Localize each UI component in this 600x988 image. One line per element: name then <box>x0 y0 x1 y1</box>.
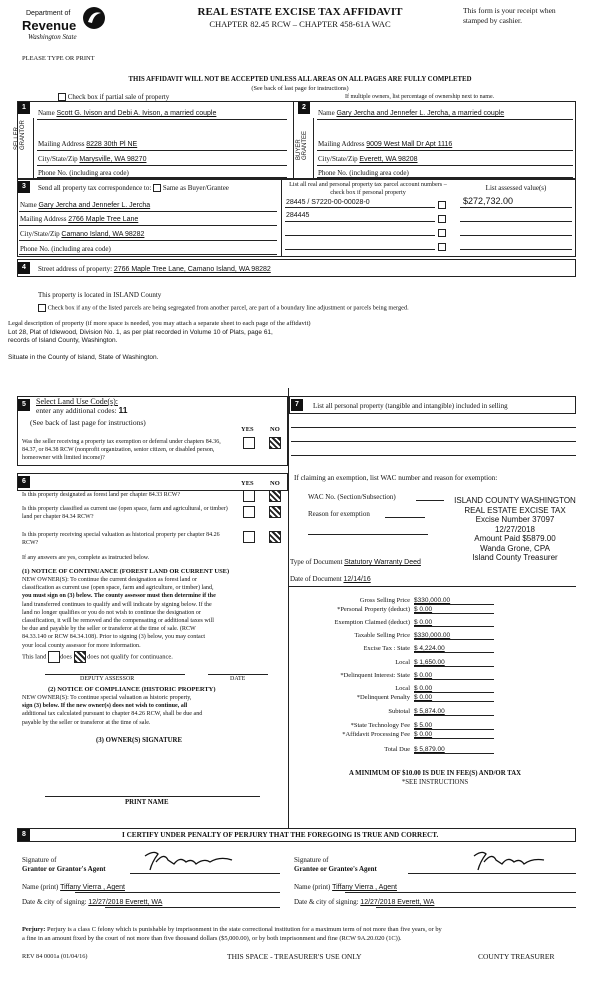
notice1-title: (1) NOTICE OF CONTINUANCE (FOREST LAND OR CURRENT USE) <box>22 568 230 575</box>
corr-mailing[interactable]: 2766 Maple Tree Lane <box>68 216 139 223</box>
seller-side-label: SELLER GRANTOR <box>14 120 26 150</box>
send-correspondence-row: Send all property tax correspondence to: Same as Buyer/Grantee <box>38 184 229 192</box>
land-use-code[interactable]: 11 <box>118 405 128 415</box>
notice2-body: NEW OWNER(S): To continue special valuation as historic property, sign (3) below. If the new owner(s) does not wish to continue, all additional tax calculated pursuant to chapter 84.26 RCW, shall be due and payable by the seller or transferor at the time of sale. <box>22 695 203 726</box>
assessed-header: List assessed value(s) <box>485 184 547 192</box>
deputy-assessor-label: DEPUTY ASSESSOR <box>80 676 135 682</box>
dept-line2: Revenue <box>22 18 77 33</box>
exemption-claim-text: If claiming an exemption, list WAC number and reason for exemption: <box>294 474 498 482</box>
seller-city[interactable]: Marysville, WA 98270 <box>79 156 147 163</box>
section2-number: 2 <box>298 102 310 114</box>
excise-state-value[interactable]: $ 4,224.00 <box>414 645 494 653</box>
grantor-name-row: Name (print) Tiffany Vierra , Agent <box>22 883 125 891</box>
delinquent-state-value[interactable]: $ 0.00 <box>414 672 494 680</box>
instructions-note: (See back of last page for instructions) <box>251 85 349 92</box>
corr-name-row: Name Gary Jercha and Jennefer L. Jercha <box>20 201 151 209</box>
parcel-3-checkbox[interactable] <box>438 229 446 237</box>
parcel-1[interactable]: 28445 / S7220-00-00028-0 <box>286 199 370 206</box>
historic-yes-checkbox[interactable] <box>243 531 255 543</box>
current-use-yes-checkbox[interactable] <box>243 506 255 518</box>
total-due-label: Total Due <box>384 746 410 753</box>
grantor-sig-label: Signature of Grantor or Grantor's Agent <box>22 856 106 873</box>
excise-local-label: Local <box>395 659 410 666</box>
tech-fee-label: *State Technology Fee <box>350 722 410 729</box>
seller-name[interactable]: Scott G. Ivison and Debi A. Ivison, a married couple <box>56 110 217 117</box>
dor-swoosh-icon <box>82 6 106 30</box>
print-name-label: PRINT NAME <box>125 799 169 806</box>
subtotal-label: Subtotal <box>388 708 410 715</box>
corr-mailing-row: Mailing Address 2766 Maple Tree Lane <box>20 215 139 223</box>
document-date-row: Date of Document 12/14/16 <box>290 575 371 583</box>
form-subtitle: CHAPTER 82.45 RCW – CHAPTER 458-61A WAC <box>209 19 391 29</box>
delinquent-penalty-value[interactable]: $ 0.00 <box>414 694 494 702</box>
county-treasurer-label: COUNTY TREASURER <box>478 952 555 961</box>
grantor-signature[interactable] <box>140 848 240 872</box>
stamp-date: 12/27/2018 <box>494 524 536 534</box>
subtotal-value[interactable]: $ 5,874.00 <box>414 708 494 716</box>
section6-number: 6 <box>18 476 30 488</box>
qualify-row: This land does does not qualify for continuance. <box>22 651 173 663</box>
dept-line1: Department of <box>26 10 71 17</box>
parcel-2-checkbox[interactable] <box>438 215 446 223</box>
s6-no-label: NO <box>270 480 280 487</box>
gross-label: Gross Selling Price <box>359 597 410 604</box>
delinquent-local-value[interactable]: $ 0.00 <box>414 685 494 693</box>
owner-signature-label: (3) OWNER(S) SIGNATURE <box>96 737 182 744</box>
affidavit-fee-value[interactable]: $ 0.00 <box>414 731 494 739</box>
grantee-date-row: Date & city of signing: 12/27/2018 Everett, WA <box>294 898 435 906</box>
same-as-buyer-checkbox[interactable] <box>153 184 161 192</box>
seller-mailing[interactable]: 8228 30th Pl NE <box>86 141 138 148</box>
s5-no-label: NO <box>270 426 280 433</box>
notice1-body: NEW OWNER(S): To continue the current designation as forest land or classification as current use (open space, farm and agriculture, or timber) land, you must sign on (3) below. The county assessor must then determine if the land transferred continues to qualify and will indicate by signing below. If the land no longer qualifies or you do not wish to continue the designation or classification, it will be removed and the compensating or additional taxes will be due and payable by the seller or transferor at the time of sale. (RCW 84.33.140 or RCW 84.34.108). Prior to signing (3) below, you may contact your local county assessor for more information. <box>22 577 216 649</box>
segregated-row: Check box if any of the listed parcels are being segregated from another parcel, are part of a boundary line adjustment or parcels being merged. <box>38 304 409 312</box>
stamp-excise-number: Excise Number 37097 <box>475 515 555 524</box>
street-row: Street address of property: 2766 Maple Tree Lane, Camano Island, WA 98282 <box>38 265 271 273</box>
minimum-note: A MINIMUM OF $10.00 IS DUE IN FEE(S) AND/OR TAX <box>348 770 522 777</box>
corr-phone-label: Phone No. (including area code) <box>20 245 111 253</box>
additional-codes-row: enter any additional codes: 11 <box>36 405 128 415</box>
tech-fee-value[interactable]: $ 5.00 <box>414 722 494 730</box>
buyer-phone-label: Phone No. (including area code) <box>318 169 409 177</box>
multiple-owners-note: If multiple owners, list percentage of ownership next to name. <box>345 94 495 100</box>
assessed-1[interactable]: $272,732.00 <box>463 196 514 206</box>
section4-number: 4 <box>18 262 30 274</box>
parcels-header: List all real and personal property tax parcel account numbers – check box if personal property <box>289 181 447 196</box>
type-or-print: PLEASE TYPE OR PRINT <box>22 55 95 62</box>
taxable-selling-price[interactable]: $330,000.00 <box>414 632 494 640</box>
if-yes-note: If any answers are yes, complete as instructed below. <box>22 555 150 561</box>
stamp-treasurer: Island County Treasurer <box>472 553 558 562</box>
excise-local-value[interactable]: $ 1,650.00 <box>414 659 494 667</box>
buyer-mailing-row: Mailing Address 9009 West Mall Dr Apt 1116 <box>318 140 453 148</box>
warning-text: THIS AFFIDAVIT WILL NOT BE ACCEPTED UNLESS ALL AREAS ON ALL PAGES ARE FULLY COMPLETED <box>128 76 472 83</box>
delinquent-local-label: Local <box>395 685 410 692</box>
corr-city[interactable]: Camano Island, WA 98282 <box>61 231 145 238</box>
partial-sale-label: Check box if partial sale of property <box>67 93 170 101</box>
grantee-name-row: Name (print) Tiffany Vierra , Agent <box>294 883 397 891</box>
document-type-row: Type of Document Statutory Warranty Deed <box>290 558 421 566</box>
receipt-note: This form is your receipt when stamped by cashier. <box>463 6 556 25</box>
buyer-mailing[interactable]: 9009 West Mall Dr Apt 1116 <box>366 141 453 148</box>
grantor-name[interactable]: Tiffany Vierra , Agent <box>60 884 125 891</box>
gross-selling-price[interactable]: $330,000.00 <box>414 597 494 605</box>
parcel-1-checkbox[interactable] <box>438 201 446 209</box>
exemption-question: Was the seller receiving a property tax exemption or deferral under chapters 84.36, 84.37, or 84.38 RCW (nonprofit organization, senior citizen, or disabled person, homeowner with limited income)? <box>22 439 221 461</box>
stamp-county: ISLAND COUNTY WASHINGTON <box>454 496 576 505</box>
corr-name[interactable]: Gary Jercha and Jennefer L. Jercha <box>38 202 151 209</box>
grantee-sig-label: Signature of Grantee or Grantee's Agent <box>294 856 377 873</box>
notice2-title: (2) NOTICE OF COMPLIANCE (HISTORIC PROPERTY) <box>48 686 216 693</box>
parcel-2[interactable]: 284445 <box>286 212 310 219</box>
perjury-label: Perjury: <box>22 926 46 933</box>
parcel-4-checkbox[interactable] <box>438 243 446 251</box>
forest-yes-checkbox[interactable] <box>243 490 255 502</box>
current-use-no-checkbox[interactable] <box>269 506 281 518</box>
buyer-city[interactable]: Everett, WA 98208 <box>359 156 418 163</box>
grantor-date-row: Date & city of signing: 12/27/2018 Everett, WA <box>22 898 163 906</box>
see-back-note: (See back of last page for instructions) <box>30 418 146 427</box>
personal-property-text: List all personal property (tangible and intangible) included in selling <box>313 402 508 410</box>
dor-logo <box>22 6 102 46</box>
stamp-amount: Amount Paid $5879.00 <box>474 534 556 543</box>
corr-city-row: City/State/Zip Camano Island, WA 98282 <box>20 230 145 238</box>
does-not-checkbox[interactable] <box>74 651 86 663</box>
perjury-notice: Perjury: Perjury is a class C felony which is punishable by imprisonment in the state correctional institution for a maximum term of not more than five years, or by a fine in an amount fixed by the court of not more than five thousand dollars ($5,000.00), or by both imprisonment and fine (RCW 9A.20.020 (1C)). <box>22 926 442 942</box>
section1-number: 1 <box>18 102 30 114</box>
seller-phone-label: Phone No. (including area code) <box>38 169 129 177</box>
segregated-checkbox[interactable] <box>38 304 46 312</box>
treasurer-stamp <box>440 496 590 563</box>
delinquent-state-label: *Delinquent Interest: State <box>340 672 410 679</box>
certify-text: I CERTIFY UNDER PENALTY OF PERJURY THAT THE FOREGOING IS TRUE AND CORRECT. <box>122 831 439 839</box>
situate-text[interactable]: Situate in the County of Island, State of Washington. <box>8 354 159 361</box>
document-date[interactable]: 12/14/16 <box>343 576 371 583</box>
personal-property-value[interactable]: $ 0.00 <box>414 606 494 614</box>
buyer-city-row: City/State/Zip Everett, WA 98208 <box>318 155 418 163</box>
buyer-side-label: BUYER GRANTEE <box>296 130 308 160</box>
rev-number: REV 84 0001a (01/04/16) <box>22 953 88 960</box>
section5-number: 5 <box>18 399 30 411</box>
s6-yes-label: YES <box>241 480 254 487</box>
document-type[interactable]: Statutory Warranty Deed <box>344 559 421 566</box>
current-use-question: Is this property classified as current use (open space, farm and agricultural, or timber) land per chapter 84.34 RCW? <box>22 506 228 520</box>
wac-label: WAC No. (Section/Subsection) <box>308 493 396 501</box>
grantor-date[interactable]: 12/27/2018 Everett, WA <box>88 899 163 906</box>
total-due-value[interactable]: $ 5,879.00 <box>414 746 494 754</box>
buyer-name-row: Name Gary Jercha and Jennefer L. Jercha, a married couple <box>318 109 505 117</box>
taxable-label: Taxable Selling Price <box>354 632 410 639</box>
s5-yes-label: YES <box>241 426 254 433</box>
section7-number: 7 <box>291 399 303 411</box>
grantee-name[interactable]: Tiffany Vierra , Agent <box>332 884 397 891</box>
legal-line-1[interactable]: Lot 28, Plat of Idlewood, Division No. 1, as per plat recorded in Volume 10 of Plats, page 61, <box>8 329 273 336</box>
grantee-signature[interactable] <box>470 848 550 872</box>
buyer-name[interactable]: Gary Jercha and Jennefer L. Jercha, a married couple <box>336 110 505 117</box>
delinquent-penalty-label: *Delinquent Penalty <box>356 694 410 701</box>
forest-question: Is this property designated as forest land per chapter 84.33 RCW? <box>22 492 181 498</box>
seller-name-row: Name Scott G. Ivison and Debi A. Ivison, a married couple <box>38 109 217 117</box>
form-title: REAL ESTATE EXCISE TAX AFFIDAVIT <box>197 6 403 18</box>
located-text: This property is located in ISLAND County <box>38 291 162 299</box>
seller-mailing-row: Mailing Address 8228 30th Pl NE <box>38 140 138 148</box>
s5-no-checkbox[interactable] <box>269 437 281 449</box>
see-instructions: *SEE INSTRUCTIONS <box>401 779 469 786</box>
excise-state-label: Excise Tax : State <box>363 645 410 652</box>
treasurer-space-label: THIS SPACE - TREASURER'S USE ONLY <box>227 952 362 961</box>
affidavit-fee-label: *Affidavit Processing Fee <box>342 731 410 738</box>
date-label: DATE <box>230 676 246 682</box>
historic-no-checkbox[interactable] <box>269 531 281 543</box>
section8-number: 8 <box>18 829 30 841</box>
grantee-date[interactable]: 12/27/2018 Everett, WA <box>360 899 435 906</box>
exemption-claimed-value[interactable]: $ 0.00 <box>414 619 494 627</box>
section3-number: 3 <box>18 181 30 193</box>
historic-question: Is this property receiving special valuation as historical property per chapter 84.26 RCW? <box>22 532 220 546</box>
legal-label: Legal description of property (if more space is needed, you may attach a separate sheet to each page of the affidavit) <box>8 320 311 327</box>
seller-city-row: City/State/Zip Marysville, WA 98270 <box>38 155 147 163</box>
dept-line3: Washington State <box>28 33 77 41</box>
personal-property-label: *Personal Property (deduct) <box>337 606 410 613</box>
reason-label: Reason for exemption <box>308 510 370 518</box>
does-checkbox[interactable] <box>48 651 60 663</box>
street-address[interactable]: 2766 Maple Tree Lane, Camano Island, WA 98282 <box>113 266 271 273</box>
select-land-use-label: Select Land Use Code(s): <box>36 397 118 406</box>
legal-line-2[interactable]: records of Island County, Washington. <box>8 337 118 344</box>
stamp-signer: Wanda Grone, CPA <box>480 543 550 553</box>
stamp-tax: REAL ESTATE EXCISE TAX <box>464 505 566 515</box>
s5-yes-checkbox[interactable] <box>243 437 255 449</box>
exemption-claimed-label: Exemption Claimed (deduct) <box>334 619 410 626</box>
forest-no-checkbox[interactable] <box>269 490 281 502</box>
